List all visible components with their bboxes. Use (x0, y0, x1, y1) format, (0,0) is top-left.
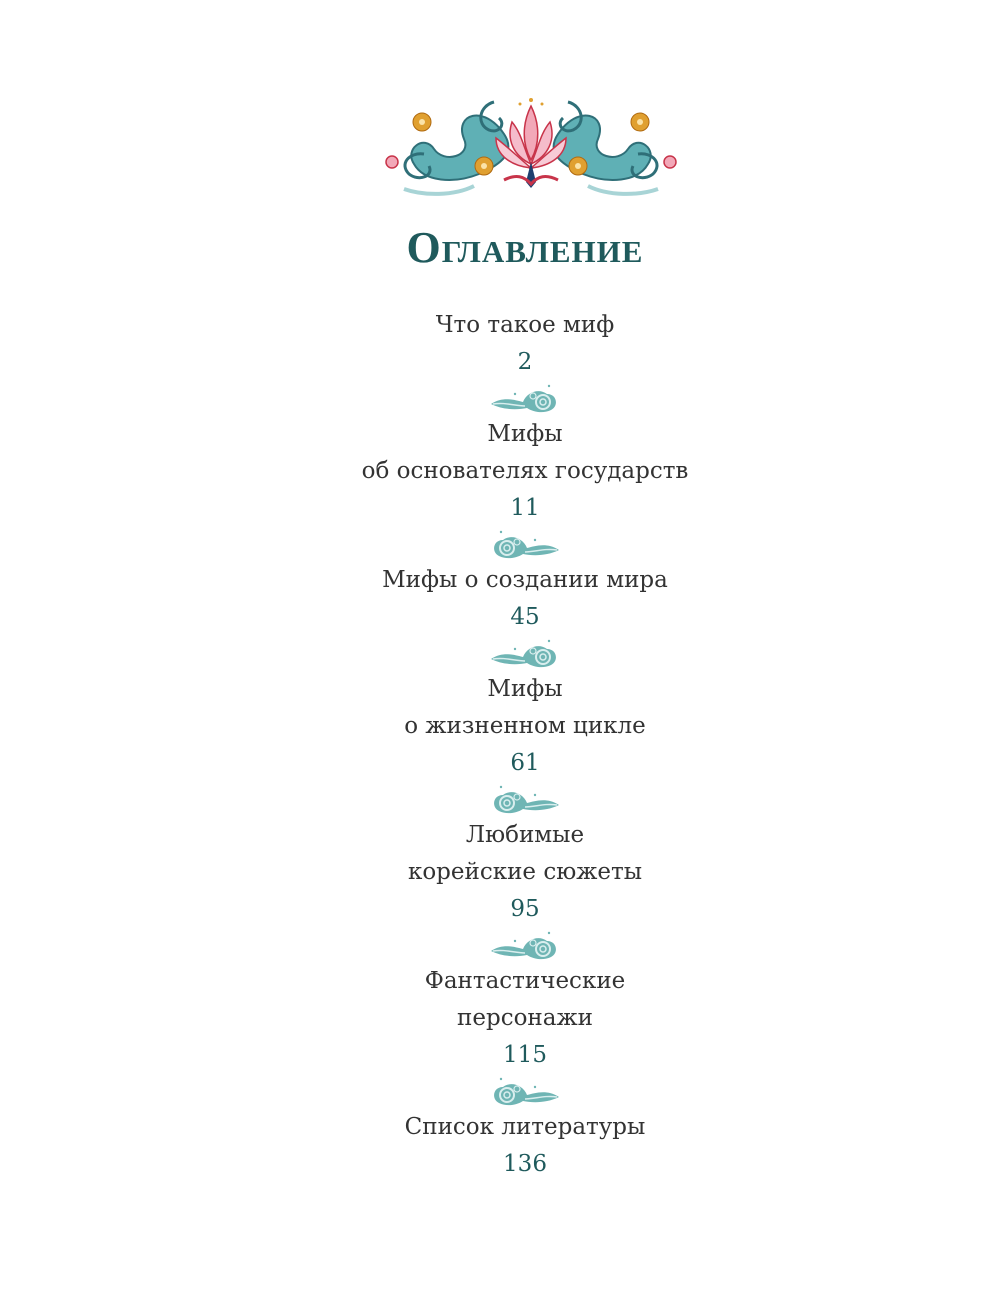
toc-entry-title (0, 307, 1000, 344)
toc-entry[interactable] (0, 963, 1000, 1073)
cloud-swirl-icon (489, 1073, 561, 1109)
toc-entry-title (0, 817, 1000, 891)
table-of-contents (0, 307, 1000, 1182)
cloud-swirl-icon (489, 781, 561, 817)
toc-entry-title-line: Мифы о создании мира (382, 567, 668, 593)
toc-entry-page: 115 (503, 1042, 547, 1068)
toc-entry-page: 45 (510, 604, 540, 630)
toc-entry-title-line: Список литературы (404, 1114, 646, 1140)
cloud-swirl-icon (489, 927, 561, 963)
toc-entry-page: 11 (510, 495, 540, 521)
toc-entry-title (0, 1109, 1000, 1146)
toc-entry[interactable] (0, 562, 1000, 635)
toc-entry-page: 95 (510, 896, 540, 922)
cloud-swirl-icon (489, 380, 561, 416)
toc-entry-page: 136 (503, 1151, 547, 1177)
toc-entry-title-line: об основателях государств (361, 458, 689, 484)
toc-entry-title (0, 963, 1000, 1037)
toc-entry-title (0, 562, 1000, 599)
toc-entry[interactable] (0, 817, 1000, 927)
toc-entry-title-line: персонажи (457, 1005, 593, 1031)
toc-entry[interactable] (0, 307, 1000, 380)
toc-entry[interactable] (0, 416, 1000, 526)
cloud-swirl-icon (489, 526, 561, 562)
toc-entry-page: 61 (510, 750, 540, 776)
toc-entry[interactable] (0, 671, 1000, 781)
toc-entry[interactable] (0, 1109, 1000, 1182)
toc-entry-title-line: Мифы (487, 421, 563, 447)
cloud-swirl-icon (489, 635, 561, 671)
floral-lotus-ornament-icon (384, 94, 678, 206)
toc-entry-title-line: Любимые (465, 822, 585, 848)
toc-entry-page: 2 (517, 349, 533, 375)
toc-entry-title-line: о жизненном цикле (404, 713, 646, 739)
toc-entry-title (0, 416, 1000, 490)
toc-entry-title-line: корейские сюжеты (407, 859, 643, 885)
toc-entry-title-line: Что такое миф (435, 312, 615, 338)
toc-entry-title (0, 671, 1000, 745)
toc-entry-title-line: Мифы (487, 676, 563, 702)
page-title: Оглавление (406, 223, 644, 272)
toc-entry-title-line: Фантастические (424, 968, 626, 994)
